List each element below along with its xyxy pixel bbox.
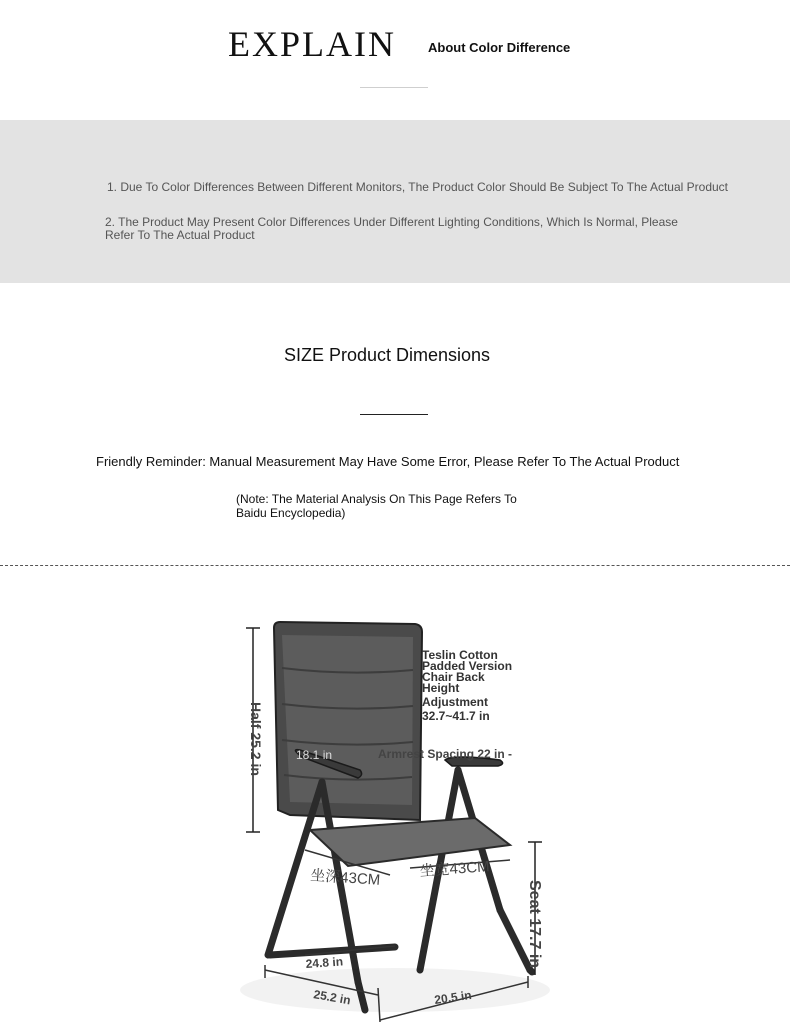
- armrest-spacing-label: Armrest Spacing 22 in -: [378, 747, 513, 761]
- measurement-reminder: Friendly Reminder: Manual Measurement May Have Some Error, Please Refer To The Actual Product: [96, 454, 680, 469]
- seat-width-label: 坐宽43CM: [419, 858, 491, 880]
- spec-line: Adjustment: [422, 695, 488, 709]
- material-note: (Note: The Material Analysis On This Page Refers To Baidu Encyclopedia): [236, 492, 517, 520]
- chair-back: [274, 622, 422, 820]
- seat-height-label: Seat 17.7 in: [526, 880, 543, 969]
- spec-line: 32.7~41.7 in: [422, 709, 490, 723]
- size-divider: [360, 414, 428, 415]
- spec-line: Chair Back: [422, 670, 485, 684]
- dashed-separator: [0, 565, 790, 566]
- half-height-label: Half 25.2 in: [248, 702, 264, 776]
- size-title-text: SIZE Product Dimensions: [283, 345, 491, 365]
- depth-bottom-label: 25.2 in: [312, 987, 352, 1008]
- seat-depth-label: 坐深43CM: [309, 867, 381, 889]
- spec-line: Teslin Cotton: [422, 648, 498, 662]
- chair-back-spec: [422, 650, 532, 722]
- explain-heading: EXPLAIN: [228, 24, 396, 64]
- color-difference-subtitle: About Color Difference: [428, 40, 571, 55]
- depth-top-label: 24.8 in: [305, 954, 344, 971]
- spec-line: Height: [422, 681, 460, 695]
- back-width-label: 18.1 in: [296, 748, 333, 762]
- size-section-title: [0, 345, 790, 366]
- header-divider: [360, 87, 428, 88]
- spec-line: Padded Version: [422, 659, 513, 673]
- color-notes-panel: [0, 120, 790, 283]
- width-bottom-label: 20.5 in: [433, 987, 473, 1007]
- color-note-2: 2. The Product May Present Color Differences Under Different Lighting Conditions, Which Is Normal, Please Refer To The Actual Product: [105, 215, 678, 242]
- color-note-1: 1. Due To Color Differences Between Different Monitors, The Product Color Should Be Subject To The Actual Product: [107, 180, 729, 194]
